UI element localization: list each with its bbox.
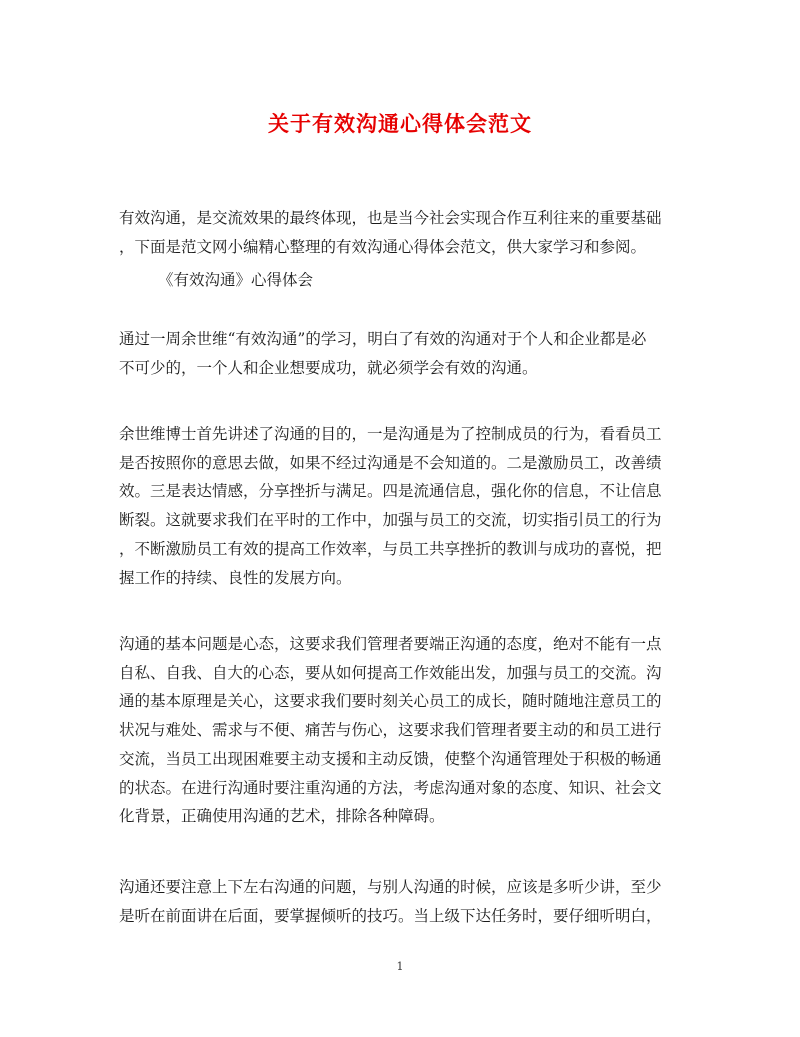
page-number: 1 <box>396 960 404 973</box>
intro-paragraph: 有效沟通，是交流效果的最终体现，也是当今社会实现合作互利往来的重要基础 ，下面是范文网小编精心整理的有效沟通心得体会范文，供大家学习和参阅。 <box>119 209 662 256</box>
body-paragraph-3: 沟通的基本问题是心态，这要求我们管理者要端正沟通的态度，绝对不能有一点 自私、自我、自大的心态，要从如何提高工作效能出发，加强与员工的交流。沟 通的基本原理是关心，这要求我们要时刻关心员工的成长，随时随地注意员工的 状况与难处、需求与不便、痛苦与伤心，这要求我们管理者要主动的和员工进行 交流，当员工出现困难要主动支援和主动反馈，使整个沟通管理处于积极的畅通 的状态。在进行沟通时要注重沟通的方法，考虑沟通对象的态度、知识、社会文 化背景，正确使用沟通的艺术，排除各种障碍。 <box>119 635 662 826</box>
body-paragraph-4: 沟通还要注意上下左右沟通的问题，与别人沟通的时候，应该是多听少讲，至少 是听在前面讲在后面，要掌握倾听的技巧。当上级下达任务时，要仔细听明白， <box>119 878 662 925</box>
body-paragraph-2: 余世维博士首先讲述了沟通的目的，一是沟通是为了控制成员的行为，看看员工 是否按照你的意思去做，如果不经过沟通是不会知道的。二是激励员工，改善绩 效。三是表达情感，分享挫折与满足。四是流通信息，强化你的信息，不让信息 断裂。这就要求我们在平时的工作中，加强与员工的交流，切实指引员工的行为 ，不断激励员工有效的提高工作效率，与员工共享挫折的教训与成功的喜悦，把 握工作的持续、良性的发展方向。 <box>119 425 662 587</box>
document-title: 关于有效沟通心得体会范文 <box>268 111 532 136</box>
body-paragraph-1: 通过一周余世维“有效沟通”的学习，明白了有效的沟通对于个人和企业都是必 不可少的，一个人和企业想要成功，就必须学会有效的沟通。 <box>119 330 647 377</box>
section-subtitle: 《有效沟通》心得体会 <box>158 271 314 289</box>
